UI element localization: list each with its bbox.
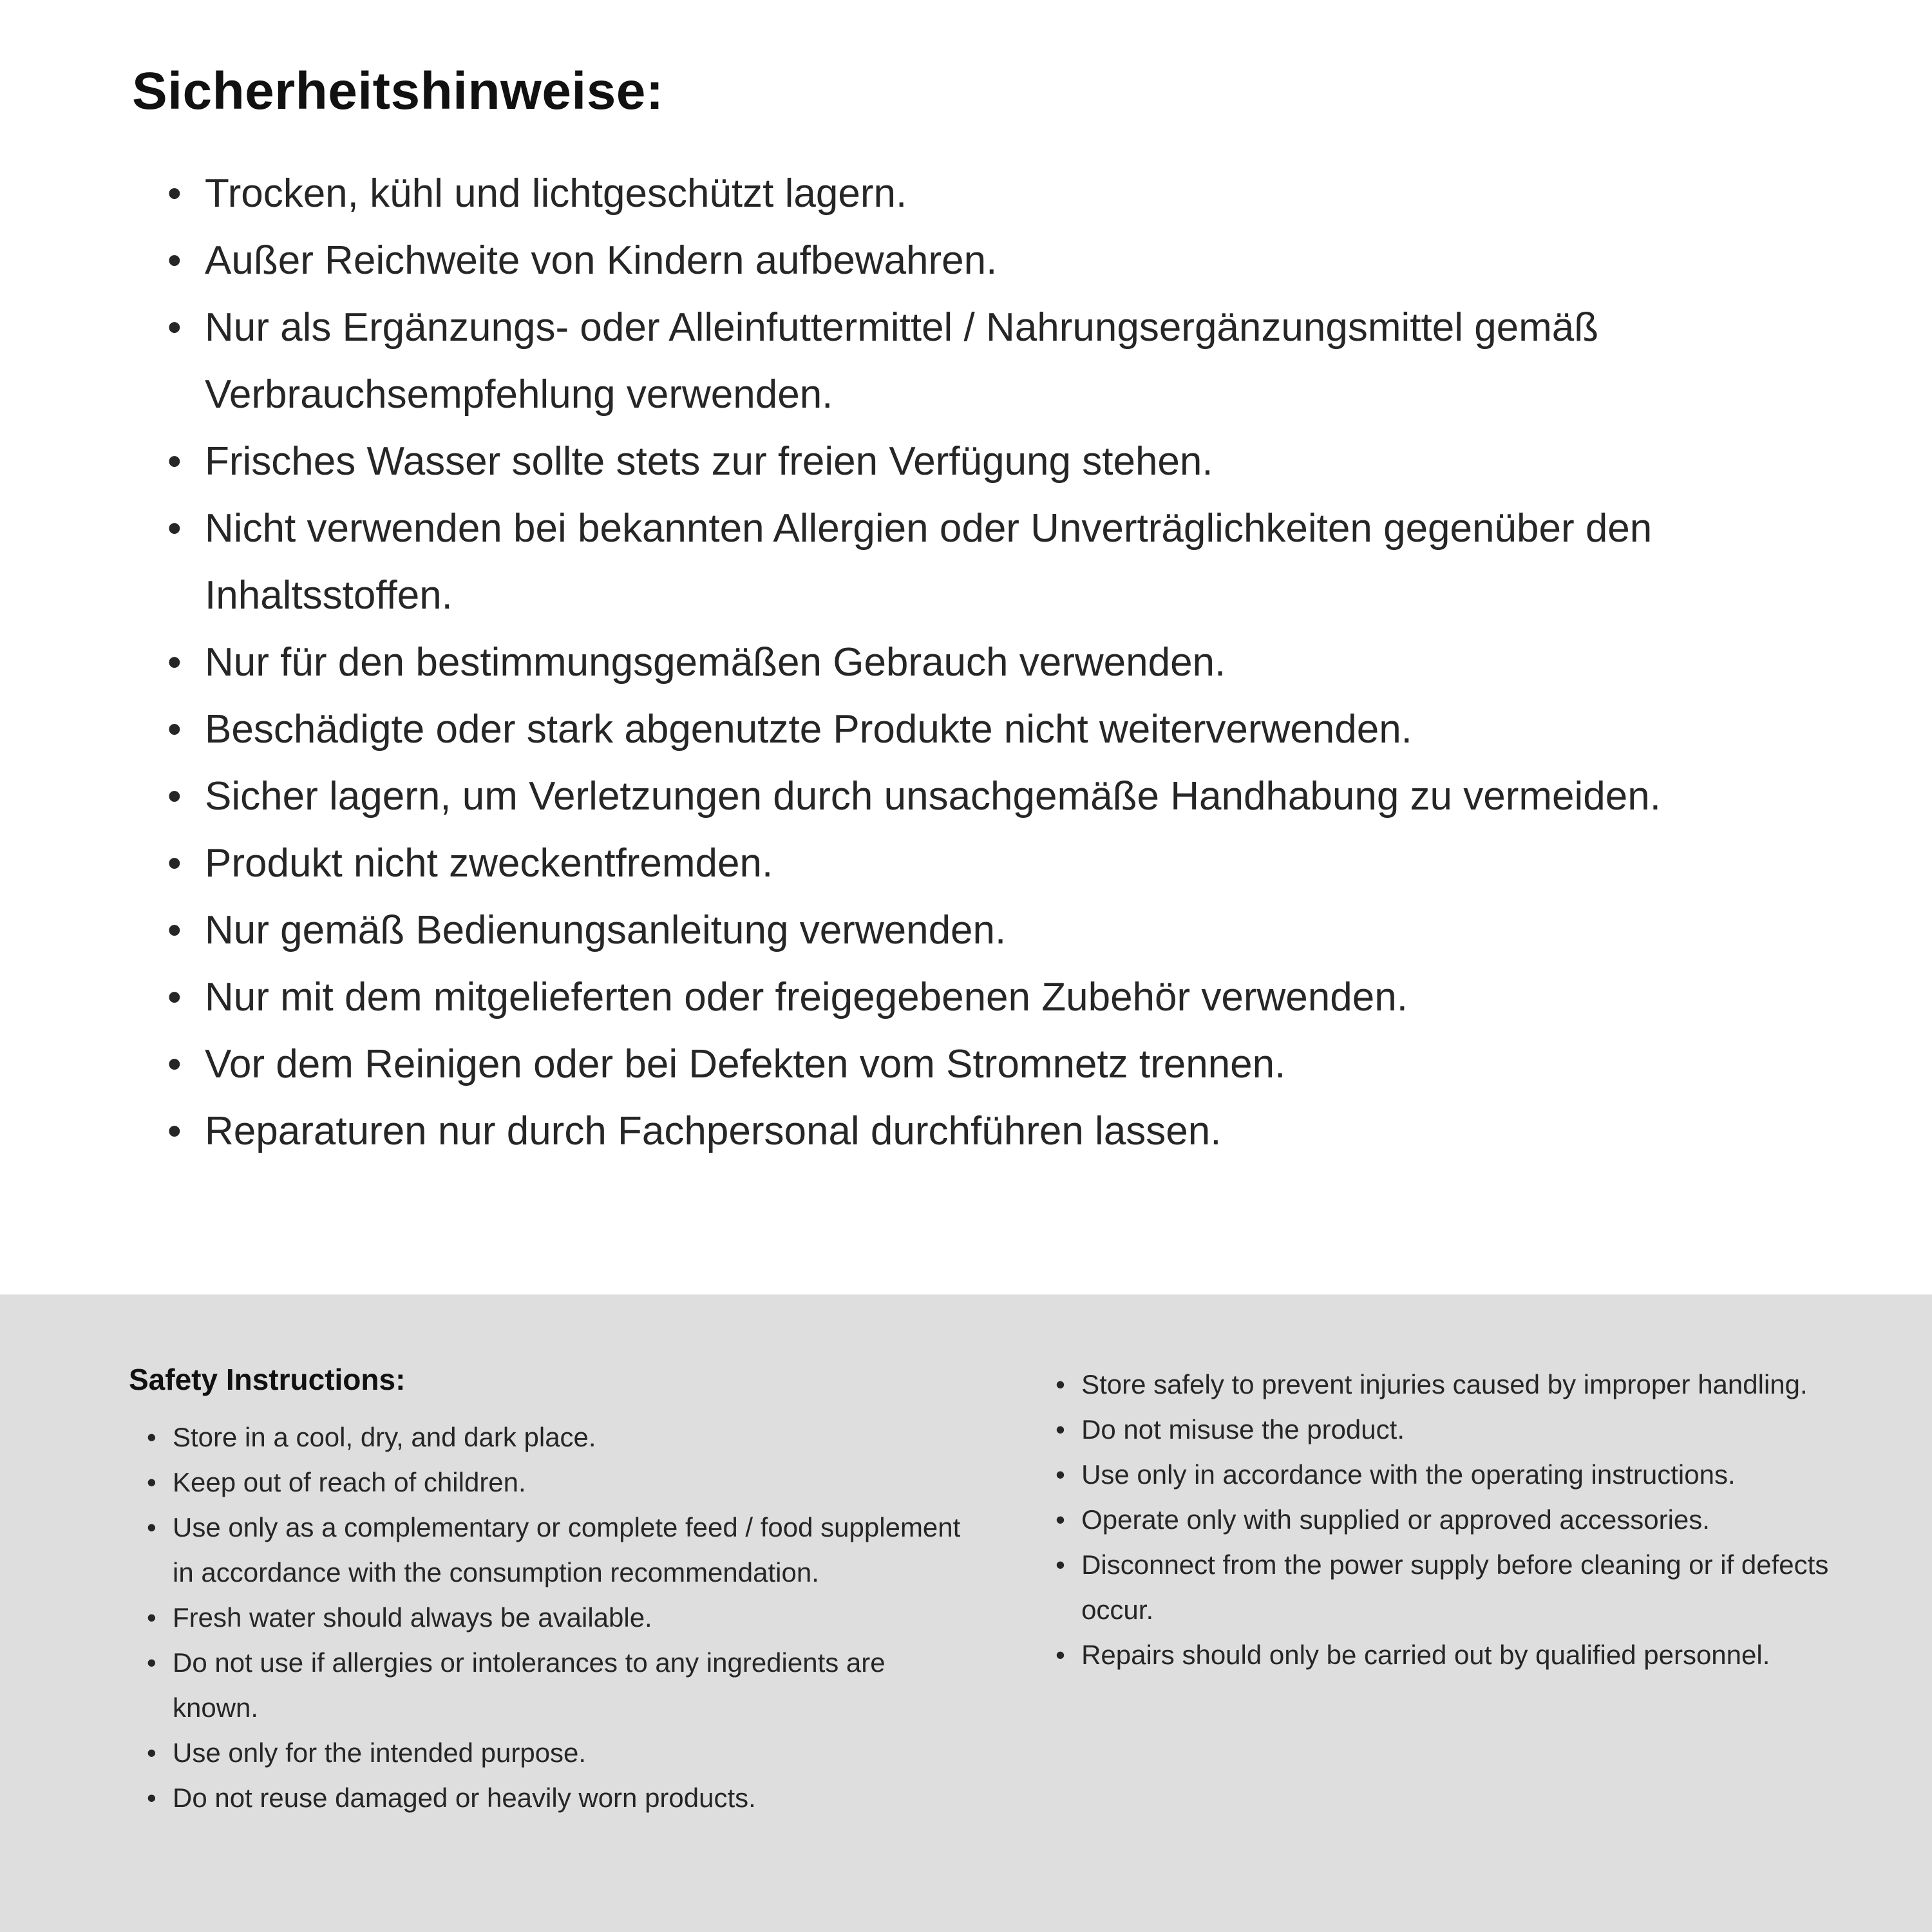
english-safety-item-text: Fresh water should always be available. xyxy=(173,1602,652,1633)
german-safety-item-text: Nur mit dem mitgelieferten oder freigegebenen Zubehör verwenden. xyxy=(205,975,1408,1019)
bullet-icon: • xyxy=(1056,1504,1065,1535)
english-safety-item-text: Store in a cool, dry, and dark place. xyxy=(173,1422,596,1452)
bullet-icon: • xyxy=(1056,1414,1065,1444)
german-safety-item-text: Reparaturen nur durch Fachpersonal durchführen lassen. xyxy=(205,1109,1222,1153)
bullet-icon: • xyxy=(167,305,182,350)
english-right-column xyxy=(1056,1362,1842,1932)
bullet-icon: • xyxy=(147,1512,156,1542)
german-safety-list-item xyxy=(167,830,1816,897)
english-safety-item-text: Use only for the intended purpose. xyxy=(173,1738,587,1768)
german-safety-item-text: Nur als Ergänzungs- oder Alleinfuttermittel / Nahrungsergänzungsmittel gemäß Verbrauchsempfehlung verwenden. xyxy=(205,305,1599,417)
german-safety-list-item xyxy=(167,696,1816,763)
english-safety-item-text: Operate only with supplied or approved accessories. xyxy=(1081,1504,1710,1535)
english-safety-list-right xyxy=(1056,1362,1842,1678)
english-safety-section xyxy=(0,1294,1932,1932)
english-safety-item-text: Use only as a complementary or complete feed / food supplement in accordance with the consumption recommendation. xyxy=(173,1512,961,1587)
english-safety-item-text: Store safely to prevent injuries caused by improper handling. xyxy=(1081,1369,1808,1399)
english-safety-list-item xyxy=(1056,1497,1842,1542)
bullet-icon: • xyxy=(1056,1640,1065,1670)
german-safety-list-item xyxy=(167,964,1816,1031)
german-safety-item-text: Nicht verwenden bei bekannten Allergien oder Unverträglichkeiten gegenüber den Inhaltsstoffen. xyxy=(205,506,1653,618)
german-safety-item-text: Trocken, kühl und lichtgeschützt lagern. xyxy=(205,171,907,216)
german-safety-list-item xyxy=(167,1098,1816,1165)
bullet-icon: • xyxy=(147,1783,156,1813)
bullet-icon: • xyxy=(147,1602,156,1633)
german-safety-list-item xyxy=(167,227,1816,294)
english-safety-list-left xyxy=(129,1415,965,1821)
bullet-icon: • xyxy=(167,908,182,952)
german-safety-list-item xyxy=(167,294,1816,428)
bullet-icon: • xyxy=(147,1422,156,1452)
english-safety-list-item xyxy=(147,1730,965,1776)
german-safety-item-text: Nur für den bestimmungsgemäßen Gebrauch verwenden. xyxy=(205,640,1226,685)
english-safety-item-text: Do not use if allergies or intolerances to any ingredients are known. xyxy=(173,1647,886,1723)
bullet-icon: • xyxy=(147,1738,156,1768)
bullet-icon: • xyxy=(167,841,182,886)
bullet-icon: • xyxy=(167,1109,182,1153)
english-safety-item-text: Use only in accordance with the operating instructions. xyxy=(1081,1459,1736,1490)
german-safety-list-item xyxy=(167,763,1816,830)
german-safety-list-item xyxy=(167,1031,1816,1098)
bullet-icon: • xyxy=(1056,1369,1065,1399)
english-safety-list-item xyxy=(147,1415,965,1460)
bullet-icon: • xyxy=(167,774,182,819)
german-safety-list-item xyxy=(167,428,1816,495)
bullet-icon: • xyxy=(167,707,182,752)
german-safety-list-item xyxy=(167,495,1816,629)
bullet-icon: • xyxy=(1056,1549,1065,1580)
bullet-icon: • xyxy=(167,439,182,484)
english-safety-list-item xyxy=(1056,1407,1842,1452)
bullet-icon: • xyxy=(167,506,182,551)
german-safety-item-text: Produkt nicht zweckentfremden. xyxy=(205,841,773,886)
english-safety-list-item xyxy=(147,1505,965,1595)
german-safety-item-text: Vor dem Reinigen oder bei Defekten vom Stromnetz trennen. xyxy=(205,1042,1286,1086)
bullet-icon: • xyxy=(167,238,182,283)
bullet-icon: • xyxy=(167,640,182,685)
english-safety-item-text: Do not reuse damaged or heavily worn products. xyxy=(173,1783,756,1813)
english-safety-list-item xyxy=(147,1460,965,1505)
german-safety-list-item xyxy=(167,897,1816,964)
bullet-icon: • xyxy=(167,975,182,1019)
english-left-column xyxy=(129,1362,965,1932)
english-safety-list-item xyxy=(147,1640,965,1730)
german-safety-item-text: Nur gemäß Bedienungsanleitung verwenden. xyxy=(205,908,1007,952)
english-safety-list-item xyxy=(147,1595,965,1640)
english-safety-list-item xyxy=(147,1776,965,1821)
english-safety-list-item xyxy=(1056,1633,1842,1678)
english-safety-item-text: Repairs should only be carried out by qualified personnel. xyxy=(1081,1640,1770,1670)
english-safety-item-text: Do not misuse the product. xyxy=(1081,1414,1405,1444)
german-safety-item-text: Außer Reichweite von Kindern aufbewahren. xyxy=(205,238,998,283)
bullet-icon: • xyxy=(147,1467,156,1497)
german-safety-item-text: Frisches Wasser sollte stets zur freien Verfügung stehen. xyxy=(205,439,1213,484)
german-safety-list-item xyxy=(167,160,1816,227)
bullet-icon: • xyxy=(167,1042,182,1086)
german-section-title: Sicherheitshinweise: xyxy=(132,62,664,120)
bullet-icon: • xyxy=(167,171,182,216)
english-safety-item-text: Keep out of reach of children. xyxy=(173,1467,526,1497)
bullet-icon: • xyxy=(1056,1459,1065,1490)
german-safety-list-item xyxy=(167,629,1816,696)
english-section-title: Safety Instructions: xyxy=(129,1363,406,1396)
german-safety-item-text: Beschädigte oder stark abgenutzte Produkte nicht weiterverwenden. xyxy=(205,707,1412,752)
english-safety-list-item xyxy=(1056,1452,1842,1497)
bullet-icon: • xyxy=(147,1647,156,1678)
english-safety-list-item xyxy=(1056,1362,1842,1407)
english-safety-list-item xyxy=(1056,1542,1842,1633)
german-safety-list xyxy=(132,160,1816,1165)
german-safety-item-text: Sicher lagern, um Verletzungen durch unsachgemäße Handhabung zu vermeiden. xyxy=(205,774,1661,819)
english-safety-item-text: Disconnect from the power supply before cleaning or if defects occur. xyxy=(1081,1549,1829,1625)
